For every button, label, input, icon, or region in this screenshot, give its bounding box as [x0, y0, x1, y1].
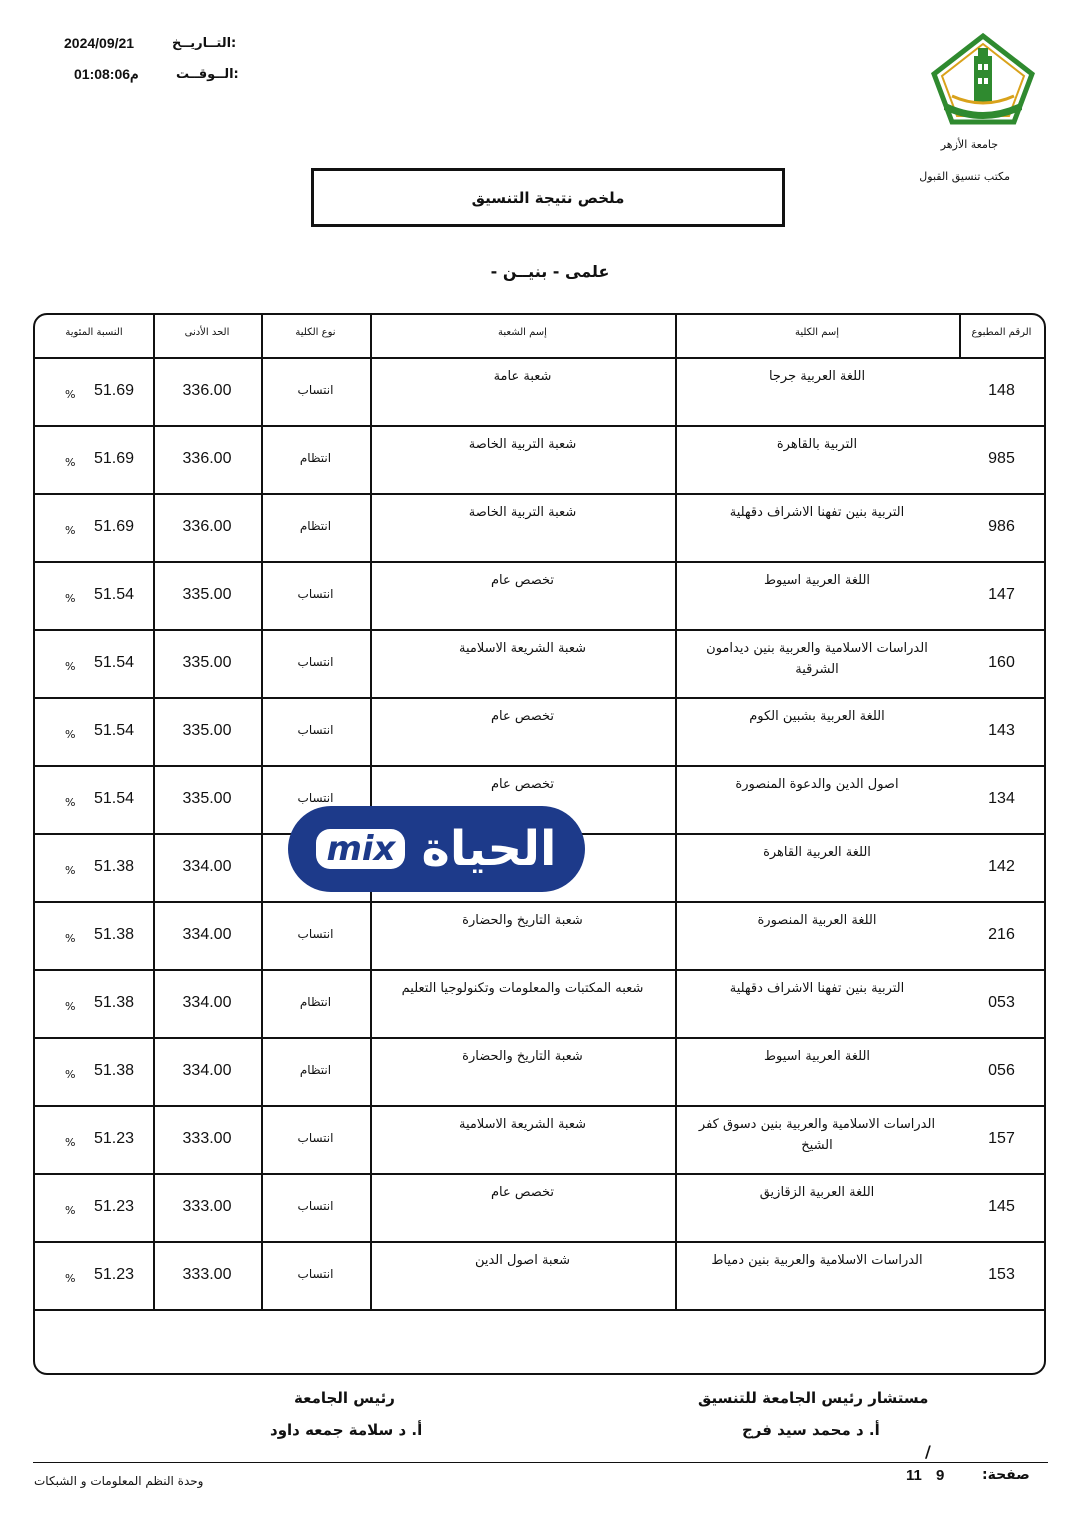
signature-left-title: رئيس الجامعة	[294, 1389, 395, 1407]
cell-percent: 51.38	[93, 1062, 135, 1079]
cell-branch: تخصص عام	[490, 709, 555, 724]
cell-branch: شعبة اصول الدين	[474, 1253, 571, 1268]
cell-branch: شعبة التربية الخاصة	[468, 505, 577, 520]
report-subtitle: - علمى - بنيــن	[490, 262, 610, 281]
percent-sign: %	[65, 728, 76, 741]
cell-code: 153	[988, 1266, 1015, 1283]
cell-percent: 51.54	[93, 790, 135, 807]
cell-type: انتساب	[297, 383, 334, 397]
cell-type: انتظام	[299, 1063, 332, 1077]
cell-min: 334.00	[182, 994, 232, 1011]
cell-min: 335.00	[182, 722, 232, 739]
cell-type: انتظام	[299, 519, 332, 533]
cell-code: 157	[988, 1130, 1015, 1147]
percent-sign: %	[65, 864, 76, 877]
cell-min: 334.00	[182, 1062, 232, 1079]
cell-college: اللغة العربية القاهرة	[763, 845, 871, 860]
cell-branch: تخصص عام	[490, 1185, 555, 1200]
cell-code: 985	[988, 450, 1015, 467]
cell-type: انتساب	[297, 1199, 334, 1213]
cell-code: 053	[988, 994, 1015, 1011]
cell-code: 160	[988, 654, 1015, 671]
cell-type: انتساب	[297, 723, 334, 737]
cell-type: انتظام	[299, 451, 332, 465]
signature-right-name: أ. د محمد سيد فرج	[742, 1421, 880, 1439]
cell-type: انتساب	[297, 655, 334, 669]
watermark-logo	[288, 806, 585, 892]
cell-branch: شعبة التربية الخاصة	[468, 437, 577, 452]
cell-code: 134	[988, 790, 1015, 807]
cell-percent: 51.69	[93, 518, 135, 535]
cell-type: انتساب	[297, 1267, 334, 1281]
university-logo	[922, 30, 1044, 128]
cell-college: اللغة العربية المنصورة	[757, 913, 877, 928]
footer-unit: وحدة النظم المعلومات و الشبكات	[34, 1474, 204, 1488]
cell-code: 216	[988, 926, 1015, 943]
cell-code: 148	[988, 382, 1015, 399]
cell-percent: 51.23	[93, 1130, 135, 1147]
cell-code: 143	[988, 722, 1015, 739]
cell-code: 145	[988, 1198, 1015, 1215]
cell-type: انتظام	[299, 995, 332, 1009]
cell-percent: 51.38	[93, 994, 135, 1011]
time-value: 01:08:06م	[74, 66, 139, 82]
cell-branch: تخصص عام	[490, 777, 555, 792]
percent-sign: %	[65, 1000, 76, 1013]
percent-sign: %	[65, 592, 76, 605]
footer-divider	[33, 1462, 1048, 1463]
cell-min: 334.00	[182, 858, 232, 875]
page-label: صفحة:	[982, 1467, 1030, 1483]
cell-min: 333.00	[182, 1198, 232, 1215]
signature-left-name: أ. د سلامة جمعه داود	[270, 1421, 423, 1439]
cell-branch: شعبة عامة	[493, 369, 552, 384]
cell-branch: شعبه المكتبات والمعلومات وتكنولوجيا التعليم	[401, 981, 644, 996]
cell-min: 335.00	[182, 790, 232, 807]
cell-min: 336.00	[182, 382, 232, 399]
header-type: نوع الكلية	[295, 327, 336, 338]
cell-type: انتساب	[297, 927, 334, 941]
cell-code: 986	[988, 518, 1015, 535]
percent-sign: %	[65, 1272, 76, 1285]
cell-min: 333.00	[182, 1130, 232, 1147]
header-min: الحد الأدنى	[184, 327, 230, 338]
date-value: 2024/09/21	[64, 35, 135, 51]
cell-type: انتساب	[297, 791, 334, 805]
cell-branch: شعبة الشريعة الاسلامية	[458, 641, 587, 656]
cell-college: اصول الدين والدعوة المنصورة	[735, 777, 899, 792]
university-name: جامعة الأزهر	[940, 138, 998, 151]
report-title: ملخص نتيجة التنسيق	[311, 168, 785, 227]
cell-college: اللغة العربية الزقازيق	[759, 1185, 875, 1200]
percent-sign: %	[65, 456, 76, 469]
cell-min: 335.00	[182, 654, 232, 671]
cell-percent: 51.38	[93, 858, 135, 875]
watermark-latin: mix	[316, 829, 405, 869]
cell-type: انتساب	[297, 1131, 334, 1145]
cell-percent: 51.69	[93, 450, 135, 467]
cell-percent: 51.54	[93, 586, 135, 603]
cell-code: 056	[988, 1062, 1015, 1079]
percent-sign: %	[65, 1068, 76, 1081]
cell-branch: شعبة التاريخ والحضارة	[462, 913, 583, 928]
cell-college: التربية بنين تفهنا الاشراف دقهلية	[729, 981, 905, 996]
cell-branch: تخصص عام	[490, 573, 555, 588]
page-current: 9	[936, 1467, 945, 1484]
cell-college: اللغة العربية بشبين الكوم	[749, 709, 885, 724]
date-label: التــاريــخ:	[172, 36, 237, 51]
cell-branch: شعبة الشريعة الاسلامية	[458, 1117, 587, 1132]
percent-sign: %	[65, 388, 76, 401]
cell-min: 334.00	[182, 926, 232, 943]
cell-percent: 51.69	[93, 382, 135, 399]
header-branch: إسم الشعبة	[498, 327, 547, 338]
time-label: الــوقــت:	[176, 67, 239, 82]
cell-branch: شعبة التاريخ والحضارة	[462, 1049, 583, 1064]
cell-percent: 51.23	[93, 1266, 135, 1283]
percent-sign: %	[65, 1204, 76, 1217]
cell-college: اللغة العربية اسيوط	[763, 1049, 871, 1064]
cell-min: 333.00	[182, 1266, 232, 1283]
percent-sign: %	[65, 796, 76, 809]
page-separator: /	[925, 1442, 931, 1461]
signature-right-title: مستشار رئيس الجامعة للتنسيق	[698, 1389, 929, 1407]
cell-percent: 51.38	[93, 926, 135, 943]
cell-type: انتساب	[297, 587, 334, 601]
cell-code: 147	[988, 586, 1015, 603]
cell-college: التربية بالقاهرة	[776, 437, 858, 452]
percent-sign: %	[65, 524, 76, 537]
percent-sign: %	[65, 660, 76, 673]
cell-college: اللغة العربية جرجا	[768, 369, 866, 384]
header-code: الرقم المطبوع	[971, 327, 1032, 338]
cell-percent: 51.54	[93, 722, 135, 739]
office-name: مكتب تنسيق القبول	[919, 170, 1010, 183]
cell-college: الدراسات الاسلامية والعربية بنين دسوق كفر الشيخ	[698, 1117, 936, 1153]
percent-sign: %	[65, 1136, 76, 1149]
cell-percent: 51.23	[93, 1198, 135, 1215]
cell-college: اللغة العربية اسيوط	[763, 573, 871, 588]
cell-college: الدراسات الاسلامية والعربية بنين ديدامون الشرقية	[706, 641, 928, 677]
header-college: إسم الكلية	[794, 327, 840, 338]
cell-percent: 51.54	[93, 654, 135, 671]
cell-min: 336.00	[182, 450, 232, 467]
cell-min: 335.00	[182, 586, 232, 603]
cell-code: 142	[988, 858, 1015, 875]
cell-min: 336.00	[182, 518, 232, 535]
page-total: 11	[906, 1467, 922, 1484]
header-percent: النسبة المئوية	[65, 327, 123, 338]
watermark-arabic: الحياة	[421, 821, 557, 877]
cell-college: الدراسات الاسلامية والعربية بنين دمياط	[711, 1253, 923, 1268]
percent-sign: %	[65, 932, 76, 945]
cell-college: التربية بنين تفهنا الاشراف دقهلية	[729, 505, 905, 520]
